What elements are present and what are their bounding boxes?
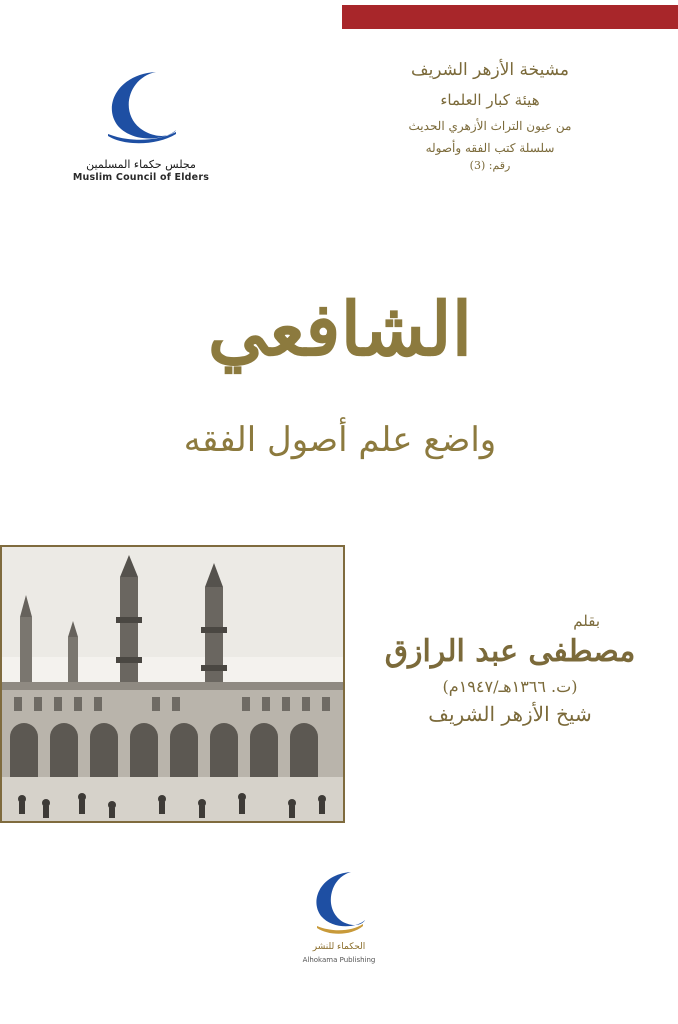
series-line-azhar: مشيخة الأزهر الشريف	[410, 60, 570, 80]
mce-name-english: Muslim Council of Elders	[72, 172, 210, 183]
series-line-number: رقم: (3)	[469, 159, 511, 172]
muslim-council-logo	[66, 68, 216, 188]
author-role: شيخ الأزهر الشريف	[428, 702, 592, 726]
book-title: الشافعي	[207, 287, 473, 373]
series-line-heritage: من عيون التراث الأزهري الحديث	[408, 119, 572, 133]
author-name: مصطفى عبد الرازق	[384, 634, 636, 669]
series-line-collection: سلسلة كتب الفقه وأصوله	[425, 141, 555, 155]
series-line-council: هيئة كبار العلماء	[440, 91, 540, 109]
azhar-mosque-engraving	[0, 545, 345, 823]
mce-name-arabic: مجلس حكماء المسلمين	[86, 158, 196, 171]
publisher-logo	[289, 870, 389, 970]
author-by-label: بقلم	[573, 612, 600, 630]
crescent-icon	[104, 68, 178, 148]
top-color-bar	[342, 5, 678, 29]
author-block	[380, 612, 640, 726]
crescent-icon	[311, 870, 367, 936]
series-info	[390, 62, 590, 171]
publisher-name-english: Alhokama Publishing	[302, 956, 376, 964]
author-dates: (ت. ١٣٦٦هـ/١٩٤٧م)	[442, 677, 578, 696]
publisher-name-arabic: الحكماء للنشر	[312, 942, 366, 952]
book-subtitle: واضع علم أصول الفقه	[183, 420, 497, 460]
